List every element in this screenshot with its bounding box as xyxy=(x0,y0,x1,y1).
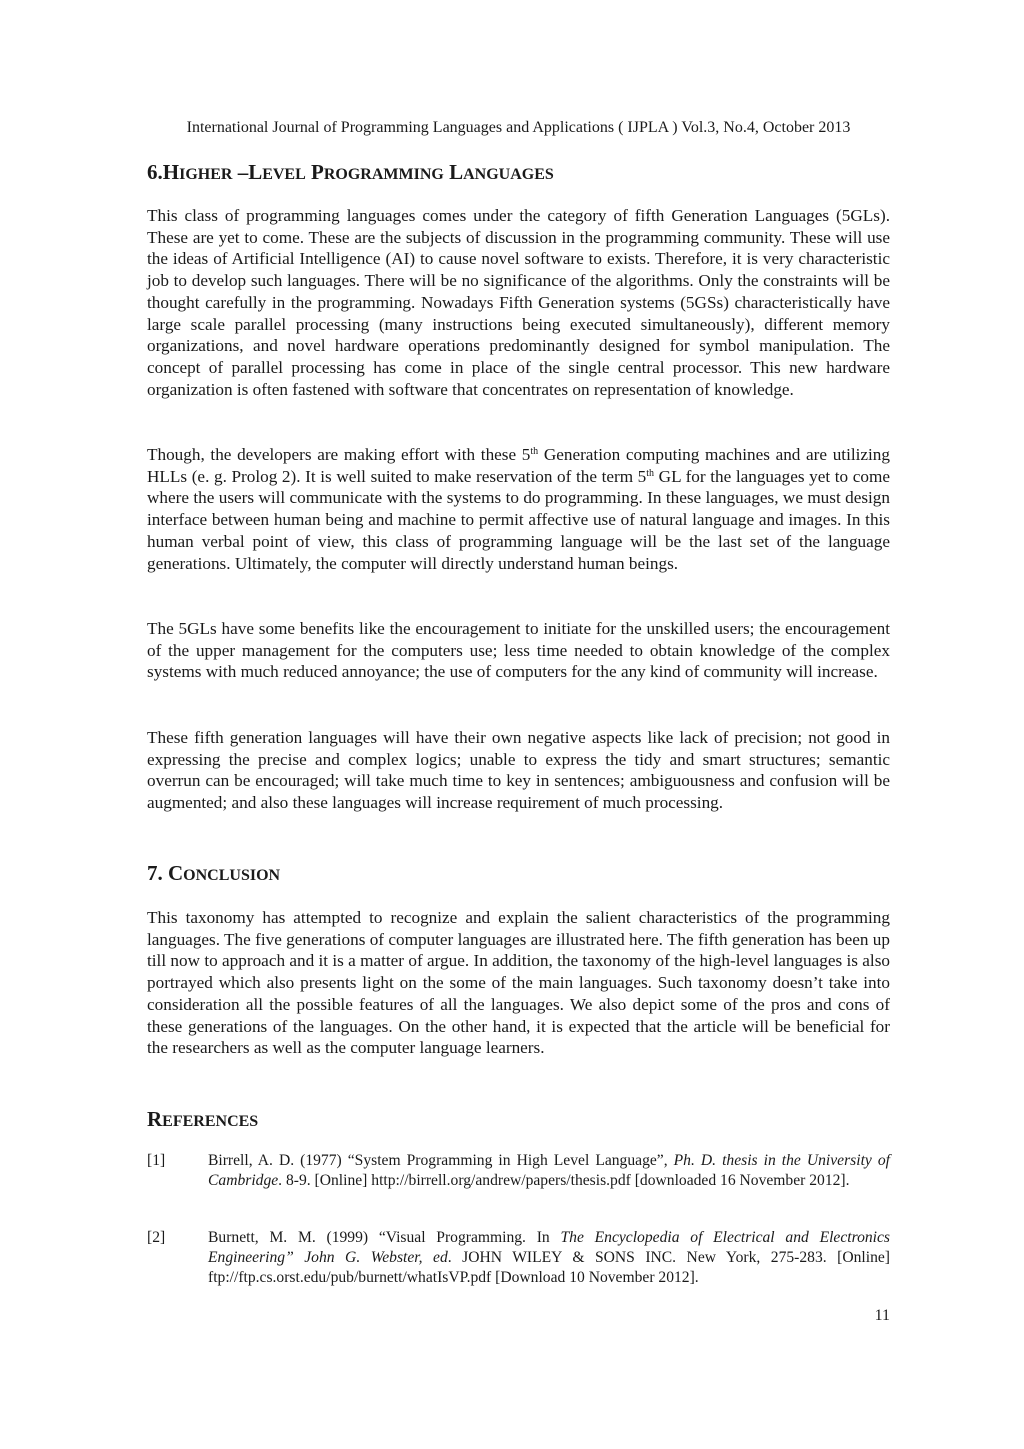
section-6-paragraph-1: This class of programming languages comes under the category of fifth Generation Languages (5GLs). These are yet to come. These are the subjects of discussion in the programming community. These will use the ideas of Artificial Intelligence (AI) to cause novel software to exists. Therefore, it is very characteristic job to develop such languages. There will be no significance of the algorithms. Only the constraints will be thought carefully in the programming. Nowadays Fifth Generation systems (5GSs) characteristically have large scale parallel processing (many instructions being executed simultaneously), different memory organizations, and novel hardware operations predominantly designed for symbol manipulation. The concept of parallel processing has come in place of the single central processor. This new hardware organization is often fastened with software that concentrates on representation of knowledge. xyxy=(147,206,890,399)
references-title-rest: EFERENCES xyxy=(162,1113,259,1130)
section-7-title-rest: ONCLUSION xyxy=(183,867,281,884)
superscript-th-2: th xyxy=(646,467,655,479)
section-6-heading xyxy=(147,160,554,187)
reference-1-details: . 8-9. [Online] http://birrell.org/andrew/papers/thesis.pdf [downloaded 16 November 2012]. xyxy=(278,1172,850,1189)
reference-text-1 xyxy=(208,1151,890,1191)
section-6-title-word-4-rest: ANGUAGES xyxy=(463,166,554,183)
reference-number-1: [1] xyxy=(147,1152,166,1169)
section-6-title-word-2-cap: –L xyxy=(232,160,263,184)
section-6-paragraph-2-part-b: Generation computing machines and are utilizing HLLs (e. g. Prolog 2). It is well suited to make reservation of the term 5 xyxy=(147,445,890,486)
section-6-title-word-2-rest: EVEL xyxy=(262,166,306,183)
references-heading xyxy=(147,1107,258,1134)
section-6-title-word-4-cap: L xyxy=(443,160,464,184)
section-7-number: 7. xyxy=(147,861,163,885)
section-6-title-word-1-rest: IGHER xyxy=(179,166,233,183)
running-header: International Journal of Programming Languages and Applications ( IJPLA ) Vol.3, No.4, October 2013 xyxy=(186,119,851,136)
section-7-title-cap: C xyxy=(162,861,184,885)
section-6-paragraph-2 xyxy=(147,444,890,574)
reference-number-2: [2] xyxy=(147,1229,166,1246)
reference-1-venue: Ph. D. thesis in the University of Cambridge xyxy=(208,1152,890,1189)
section-6-paragraph-2-part-a: Though, the developers are making effort with these 5 xyxy=(147,445,531,464)
section-6-paragraph-2-part-c: GL for the languages yet to come where the users will communicate with the systems to do programming. In these languages, we must design interface between human being and machine to permit affective use of natural language and images. In this human verbal point of view, this class of programming language will be the last set of the language generations. Ultimately, the computer will directly understand human beings. xyxy=(147,466,890,573)
references-title-cap: R xyxy=(147,1107,163,1131)
page-number: 11 xyxy=(874,1307,890,1324)
reference-2-details: . JOHN WILEY & SONS INC. New York, 275-283. [Online] ftp://ftp.cs.orst.edu/pub/burnett/whatIsVP.pdf [Download 10 November 2012]. xyxy=(208,1249,890,1286)
section-6-number: 6. xyxy=(147,160,163,184)
reference-1-authors: Birrell, A. D. (1977) “System Programming in High Level Language”, xyxy=(208,1152,674,1169)
conclusion-paragraph: This taxonomy has attempted to recognize and explain the salient characteristics of the programming languages. The five generations of computer languages are illustrated here. The fifth generation has been up till now to approach and it is a matter of argue. In addition, the taxonomy of the high-level languages is also portrayed which also presents light on the some of the main languages. Such taxonomy doesn’t take into consideration all the possible features of all the languages. We also depict some of the pros and cons of these generations of the languages. On the other hand, it is expected that the article will be beneficial for the researchers as well as the computer language learners. xyxy=(147,908,890,1058)
section-6-paragraph-3: The 5GLs have some benefits like the encouragement to initiate for the unskilled users; the encouragement of the upper management for the computers use; less time needed to obtain knowledge of the complex systems with much reduced annoyance; the use of computers for the any kind of community will increase. xyxy=(147,619,890,682)
section-6-title-word-3-rest: ROGRAMMING xyxy=(323,166,444,183)
superscript-th-1: th xyxy=(530,446,539,457)
reference-text-2 xyxy=(208,1228,890,1288)
reference-2-venue: The Encyclopedia of Electrical and Electronics Engineering” John G. Webster, ed xyxy=(208,1229,891,1266)
section-6-title-word-1-cap: H xyxy=(162,160,180,184)
reference-2-authors: Burnett, M. M. (1999) “Visual Programming. In xyxy=(208,1229,561,1246)
section-6-paragraph-4: These fifth generation languages will have their own negative aspects like lack of precision; not good in expressing the precise and complex logics; unable to express the tidy and smart structures; semantic overrun can be encouraged; will take much time to key in sentences; ambiguousness and confusion will be augmented; and also these languages will increase requirement of much processing. xyxy=(147,728,890,813)
section-6-title-word-3-cap: P xyxy=(305,160,324,184)
section-7-heading xyxy=(147,861,280,888)
